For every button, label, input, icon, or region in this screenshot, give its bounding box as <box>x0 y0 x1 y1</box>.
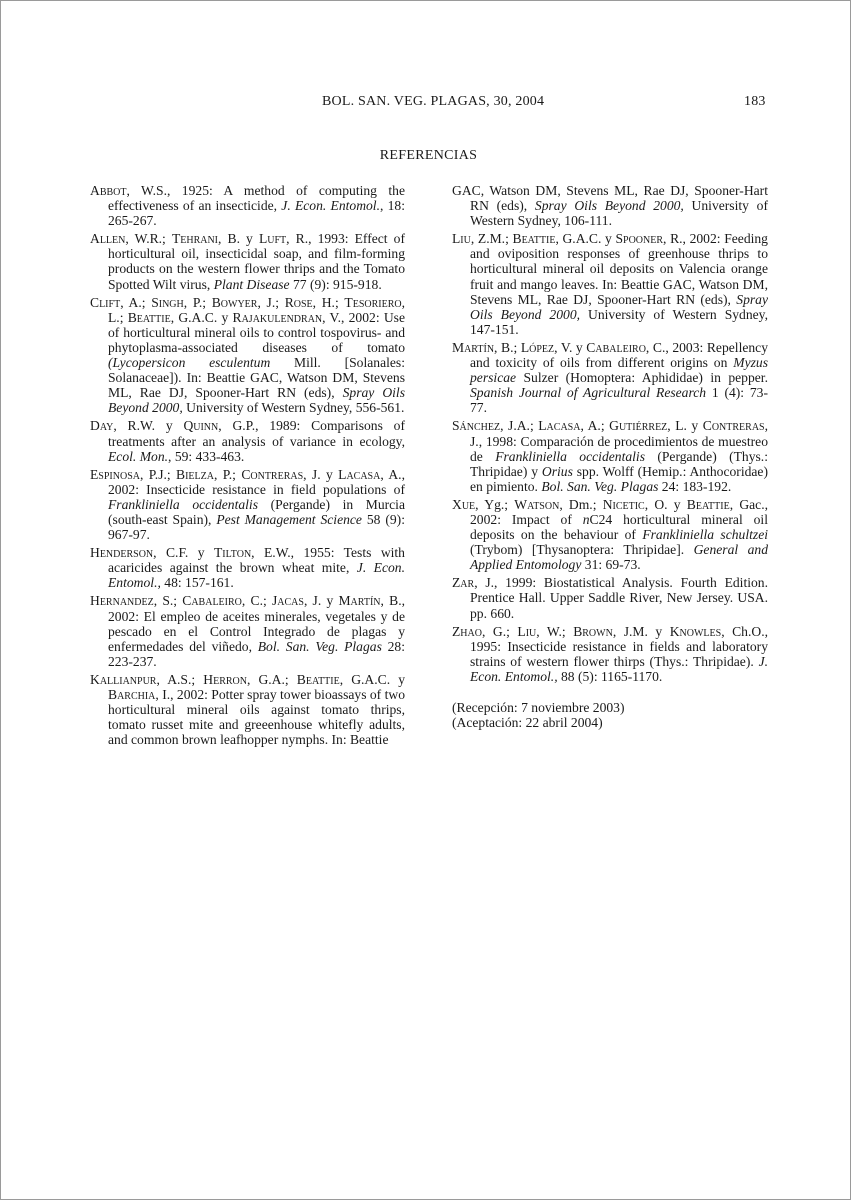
reference-text: University of Western Sydney, 106-111. <box>470 198 768 229</box>
reference-text: , J.A.; <box>500 418 539 434</box>
reference-text: , G.; <box>481 623 518 639</box>
reference-entry <box>452 624 768 684</box>
reference-text: , B., 2002: El empleo de aceites minerales, vegetales y de pescado en el Control Integrado de plagas y enfermedades del viñedo, <box>108 593 405 654</box>
reference-text: , C.F. y <box>153 545 214 561</box>
page-number: 183 <box>744 94 766 109</box>
reference-text: , R., 1993: Effect of horticultural oil, insecticidal soap, and film-forming products on the western flower thrips and the Tomato Spotted Wilt virus, <box>108 231 405 292</box>
author-name: Kallianpur <box>90 671 157 687</box>
reference-text: , W.; <box>536 623 574 639</box>
author-name: Lacasa <box>538 418 581 434</box>
reference-entry <box>90 418 405 463</box>
author-name: Tehrani <box>171 231 219 247</box>
accepted-date: (Aceptación: 22 abril 2004) <box>452 715 603 731</box>
reference-text: , J. y <box>303 593 339 609</box>
author-name: Bowyer <box>211 294 258 310</box>
reference-entry <box>452 231 768 337</box>
reference-text: , W.R.; <box>125 231 172 247</box>
reference-text: 1 (4): 73-77. <box>470 385 768 416</box>
author-name: Hernandez <box>90 593 154 609</box>
author-name: Clift <box>90 294 121 310</box>
section-title <box>0 148 851 164</box>
italic-text: General and Applied Entomology <box>470 542 768 573</box>
author-name: Knowles <box>669 623 722 639</box>
reference-text: , W.S., 1925: A method of computing the effectiveness of an insecticide, <box>108 183 405 214</box>
author-name: López <box>520 339 555 355</box>
author-name: Quinn <box>183 418 219 434</box>
author-name: Gutiérrez <box>609 418 668 434</box>
author-name: Jacas <box>271 593 304 609</box>
italic-text: J. Econ. Entomol. <box>281 198 380 214</box>
author-name: Contreras <box>241 466 304 482</box>
italic-text: Pest Management Science <box>216 511 362 527</box>
reference-entry <box>90 183 405 228</box>
author-name: Watson <box>514 496 560 512</box>
reference-entry <box>452 418 768 493</box>
author-name: Contreras <box>702 418 765 434</box>
author-name: Zar <box>452 575 475 591</box>
references-list-right <box>452 183 768 684</box>
author-name: Rajakulendran <box>232 309 323 325</box>
reference-text: , Ch.O., 1995: Insecticide resistance in fields and laboratory strains of western flower thirps (Thys.: Thripidae). <box>470 623 768 669</box>
reference-text: , Yg.; <box>475 496 515 512</box>
reference-text: 58 (9): 967-97. <box>108 511 405 543</box>
author-name: Tesoriero <box>344 294 402 310</box>
author-name: Herron <box>203 671 247 687</box>
references-column-right <box>452 183 768 730</box>
author-name: Zhao <box>452 623 482 639</box>
author-name: Luft <box>258 231 287 247</box>
reference-text: , B.; <box>494 339 521 355</box>
reference-text: Sulzer (Homoptera: Aphididae) in pepper. <box>516 370 768 386</box>
reference-entry <box>452 340 768 415</box>
reference-text: Mill. [Solanales: Solanaceae]). In: Beattie GAC, Watson DM, Stevens ML, Rae DJ, Spooner-Hart RN (eds), <box>108 355 405 401</box>
author-name: Bielza <box>176 466 214 482</box>
reference-text: , J.; <box>257 294 285 310</box>
reference-text: 28: 223-237. <box>108 638 405 669</box>
italic-text: Frankliniella occidentalis <box>495 448 645 464</box>
italic-text: Plant Disease <box>213 276 290 292</box>
reference-entry <box>90 593 405 668</box>
reference-text: , A.S.; <box>156 671 204 687</box>
reference-entry <box>90 231 405 291</box>
author-name: Day <box>90 418 114 434</box>
reference-text: University of Western Sydney, 556-561. <box>182 400 405 416</box>
italic-text: (Lycopersicon esculentum <box>108 355 271 371</box>
author-name: Tilton <box>213 545 252 561</box>
reference-text: , A.; <box>580 418 610 434</box>
reference-entry <box>452 575 768 620</box>
references-heading: REFERENCIAS <box>379 148 478 163</box>
reference-text: GAC, Watson DM, Stevens ML, Rae DJ, Spooner-Hart RN (eds), <box>452 183 768 214</box>
reference-text: , P.; <box>183 294 212 310</box>
reference-text: (Trybom) [Thysanoptera: Thripidae]. <box>470 542 694 558</box>
italic-text: Spray Oils Beyond 2000, <box>470 291 768 322</box>
reference-text: 24: 183-192. <box>658 478 732 494</box>
reference-text: , P.; <box>213 466 242 482</box>
reference-text: , P.J.; <box>139 466 177 482</box>
reference-text: , L. y <box>667 418 703 434</box>
reference-text: 31: 69-73. <box>581 557 641 573</box>
reference-text: 77 (9): 915-918. <box>289 276 382 292</box>
reference-text: , G.P., 1989: Comparisons of treatments after an analysis of variance in ecology, <box>108 418 406 449</box>
reference-text: , Z.M.; <box>470 231 513 247</box>
italic-text: Bol. San. Veg. Plagas <box>541 478 659 494</box>
reference-text: , C.; <box>241 593 272 609</box>
reference-text: University of Western Sydney, 147-151. <box>470 306 768 337</box>
italic-text: Myzus persicae <box>470 355 768 386</box>
reference-text: , L.; <box>108 294 406 325</box>
author-name: Beattie <box>127 309 171 325</box>
reference-entry <box>90 545 405 590</box>
reference-text: (Pergande) in Murcia (south-east Spain), <box>108 496 405 527</box>
author-name: Beattie <box>686 496 730 512</box>
author-name: Rose <box>284 294 313 310</box>
author-name: Abbot <box>90 183 127 198</box>
reference-text: , B. y <box>218 231 259 247</box>
reference-entry <box>452 497 768 572</box>
reference-text: , E.W., 1955: Tests with acaricides against the brown wheat mite, <box>108 545 405 576</box>
reference-text: , G.A.C. y <box>555 231 616 247</box>
italic-text: Bol. San. Veg. Plagas <box>257 638 382 654</box>
reference-entry <box>90 295 405 416</box>
received-date: (Recepción: 7 noviembre 2003) <box>452 700 625 715</box>
author-name: Singh <box>151 294 184 310</box>
author-name: Xue <box>452 496 476 512</box>
submission-dates <box>452 700 768 730</box>
reference-text: spp. Wolff (Hemip.: Anthocoridae) en pimiento. <box>470 463 768 494</box>
reference-text: C24 horticultural mineral oil deposits on the behaviour of <box>470 511 768 543</box>
reference-text: 48: 157-161. <box>160 575 234 591</box>
author-name: Spooner <box>615 231 664 247</box>
italic-text: Spray Oils Beyond 2000, <box>534 198 684 214</box>
italic-text: Ecol. Mon. <box>108 448 169 464</box>
reference-text: , J., 1999: Biostatistical Analysis. Fourth Edition. Prentice Hall. Upper Saddle River, New Jersey. USA. pp. 660. <box>470 575 768 621</box>
author-name: Barchia <box>108 687 156 702</box>
reference-text: , A., 2002: Insecticide resistance in field populations of <box>108 466 405 497</box>
journal-title: BOL. SAN. VEG. PLAGAS, 30, 2004 <box>322 94 545 109</box>
italic-text: n <box>582 511 590 527</box>
reference-entry <box>90 672 405 747</box>
author-name: Lacasa <box>338 466 381 482</box>
reference-text: , 18: 265-267. <box>108 198 405 229</box>
reference-text: , O. y <box>644 496 687 512</box>
author-name: Brown <box>573 623 613 639</box>
italic-text: Spanish Journal of Agricultural Research <box>470 385 707 401</box>
reference-text: , G.A.C. y <box>170 309 233 325</box>
italic-text: Orius <box>541 463 573 479</box>
reference-text: , G.A.; <box>246 671 297 687</box>
reference-text: (Pergande) (Thys.: Thripidae) y <box>470 448 768 479</box>
references-column-left <box>90 183 405 750</box>
reference-text: , G.A.C. y <box>339 671 406 687</box>
author-name: Martín <box>338 593 381 609</box>
author-name: Sánchez <box>452 418 501 434</box>
reference-text: , J.M. y <box>612 623 670 639</box>
reference-text: , Dm.; <box>559 496 603 512</box>
italic-text: Spray Oils Beyond 2000, <box>108 385 405 416</box>
author-name: Nicetic <box>602 496 645 512</box>
author-name: Cabaleiro <box>182 593 242 609</box>
author-name: Beattie <box>296 671 340 687</box>
reference-text: , R., 2002: Feeding and oviposition responses of greenhouse thrips to horticultural mineral oil deposits on Valencia orange fruit and mango leaves. In: Beattie GAC, Watson DM, Stevens ML, Rae DJ, Spooner-Hart RN (eds), <box>470 231 768 307</box>
reference-text: , R.W. y <box>113 418 184 434</box>
reference-text: , C., 2003: Repellency and toxicity of oils from different origins on <box>470 339 769 371</box>
author-name: Liu <box>452 231 471 247</box>
author-name: Liu <box>517 623 537 639</box>
reference-text: , V., 2002: Use of horticultural mineral oils to control tospovirus- and phytoplasma-associated diseases of tomato <box>108 309 405 355</box>
reference-text: , S.; <box>153 593 183 609</box>
reference-text: , 59: 433-463. <box>168 448 245 464</box>
reference-text: 88 (5): 1165-1170. <box>557 668 663 684</box>
reference-text: , J. y <box>303 466 339 482</box>
italic-text: Frankliniella schultzei <box>642 527 769 543</box>
author-name: Henderson <box>90 545 154 561</box>
author-name: Cabaleiro <box>586 339 646 355</box>
author-name: Martín <box>452 339 495 355</box>
reference-text: , I., 2002: Potter spray tower bioassays of two horticultural mineral oils against tomato thrips, tomato russet mite and greeenhouse whitefly adults, and common brown leafhopper nymphs. In: Beattie <box>108 687 405 748</box>
author-name: Allen <box>90 231 126 247</box>
reference-text: , Gac., 2002: Impact of <box>470 496 769 527</box>
reference-text: , H.; <box>312 294 345 310</box>
italic-text: Frankliniella occidentalis <box>108 496 259 512</box>
italic-text: J. Econ. Entomol., <box>470 653 768 684</box>
author-name: Beattie <box>512 231 556 247</box>
author-name: Espinosa <box>90 466 140 482</box>
reference-text: , J., 1998: Comparación de procedimientos de muestreo de <box>470 418 769 464</box>
reference-entry <box>452 183 768 228</box>
italic-text: J. Econ. Entomol., <box>108 560 405 591</box>
reference-text: , V. y <box>554 339 587 355</box>
reference-entry <box>90 467 405 542</box>
reference-text: , A.; <box>120 294 152 310</box>
